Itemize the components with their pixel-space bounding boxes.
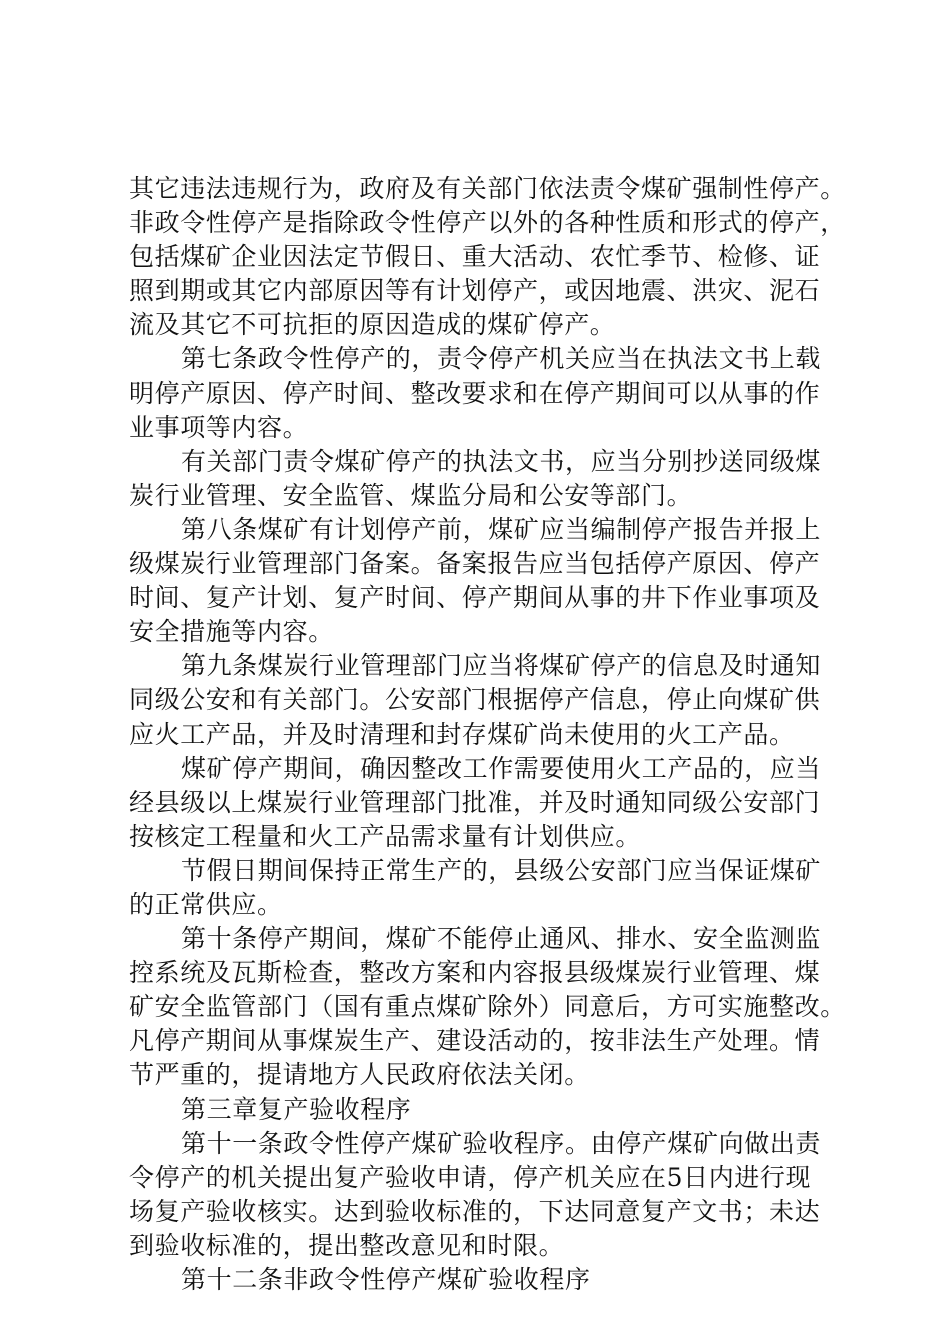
text-line: 节严重的，提请地方人民政府依法关闭。 bbox=[129, 1060, 590, 1090]
article-10-line: 第十条停产期间，煤矿不能停止通风、排水、安全监测监 bbox=[181, 924, 822, 954]
text-line: 炭行业管理、安全监管、煤监分局和公安等部门。 bbox=[129, 480, 693, 510]
article-7-line: 第七条政令性停产的，责令停产机关应当在执法文书上载 bbox=[181, 344, 822, 374]
text-line: 场复产验收核实。达到验收标准的，下达同意复产文书；未达 bbox=[129, 1196, 821, 1226]
text-line: 级煤炭行业管理部门备案。备案报告应当包括停产原因、停产 bbox=[129, 549, 821, 579]
article-9-line: 第九条煤炭行业管理部门应当将煤矿停产的信息及时通知 bbox=[181, 651, 822, 681]
text-line: 包括煤矿企业因法定节假日、重大活动、农忙季节、检修、证 bbox=[129, 242, 821, 272]
article-8-line: 第八条煤矿有计划停产前，煤矿应当编制停产报告并报上 bbox=[181, 514, 822, 544]
text-line: 经县级以上煤炭行业管理部门批准，并及时通知同级公安部门 bbox=[129, 787, 821, 817]
text-line: 控系统及瓦斯检查，整改方案和内容报县级煤炭行业管理、煤 bbox=[129, 958, 821, 988]
text-line: 令停产的机关提出复产验收申请，停产机关应在5日内进行现 bbox=[129, 1162, 812, 1192]
text-line: 其它违法违规行为，政府及有关部门依法责令煤矿强制性停产。 bbox=[129, 174, 846, 203]
text-line: 凡停产期间从事煤炭生产、建设活动的，按非法生产处理。情 bbox=[129, 1026, 821, 1056]
text-line: 安全措施等内容。 bbox=[129, 617, 334, 647]
paragraph-start-line: 节假日期间保持正常生产的，县级公安部门应当保证煤矿 bbox=[181, 855, 822, 885]
text-line: 同级公安和有关部门。公安部门根据停产信息，停止向煤矿供 bbox=[129, 685, 821, 715]
document-body bbox=[129, 172, 846, 1297]
text-line: 照到期或其它内部原因等有计划停产，或因地震、洪灾、泥石 bbox=[129, 276, 821, 306]
text-line: 按核定工程量和火工产品需求量有计划供应。 bbox=[129, 821, 642, 851]
text-line: 时间、复产计划、复产时间、停产期间从事的井下作业事项及 bbox=[129, 583, 821, 613]
text-line: 到验收标准的，提出整改意见和时限。 bbox=[129, 1230, 565, 1260]
paragraph-start-line: 有关部门责令煤矿停产的执法文书，应当分别抄送同级煤 bbox=[181, 446, 822, 476]
text-line: 矿安全监管部门（国有重点煤矿除外）同意后，方可实施整改。 bbox=[129, 992, 846, 1022]
text-line: 业事项等内容。 bbox=[129, 412, 309, 442]
text-line: 非政令性停产是指除政令性停产以外的各种性质和形式的停产， bbox=[129, 208, 846, 238]
text-line: 的正常供应。 bbox=[129, 889, 283, 919]
chapter-heading: 第三章复产验收程序 bbox=[181, 1094, 412, 1124]
article-11-line: 第十一条政令性停产煤矿验收程序。由停产煤矿向做出责 bbox=[181, 1128, 822, 1158]
text-line: 明停产原因、停产时间、整改要求和在停产期间可以从事的作 bbox=[129, 378, 821, 408]
text-line: 应火工产品，并及时清理和封存煤矿尚未使用的火工产品。 bbox=[129, 719, 795, 749]
paragraph-start-line: 煤矿停产期间，确因整改工作需要使用火工产品的，应当 bbox=[181, 753, 822, 783]
text-line: 流及其它不可抗拒的原因造成的煤矿停产。 bbox=[129, 310, 616, 340]
article-12-line: 第十二条非政令性停产煤矿验收程序 bbox=[181, 1265, 591, 1294]
